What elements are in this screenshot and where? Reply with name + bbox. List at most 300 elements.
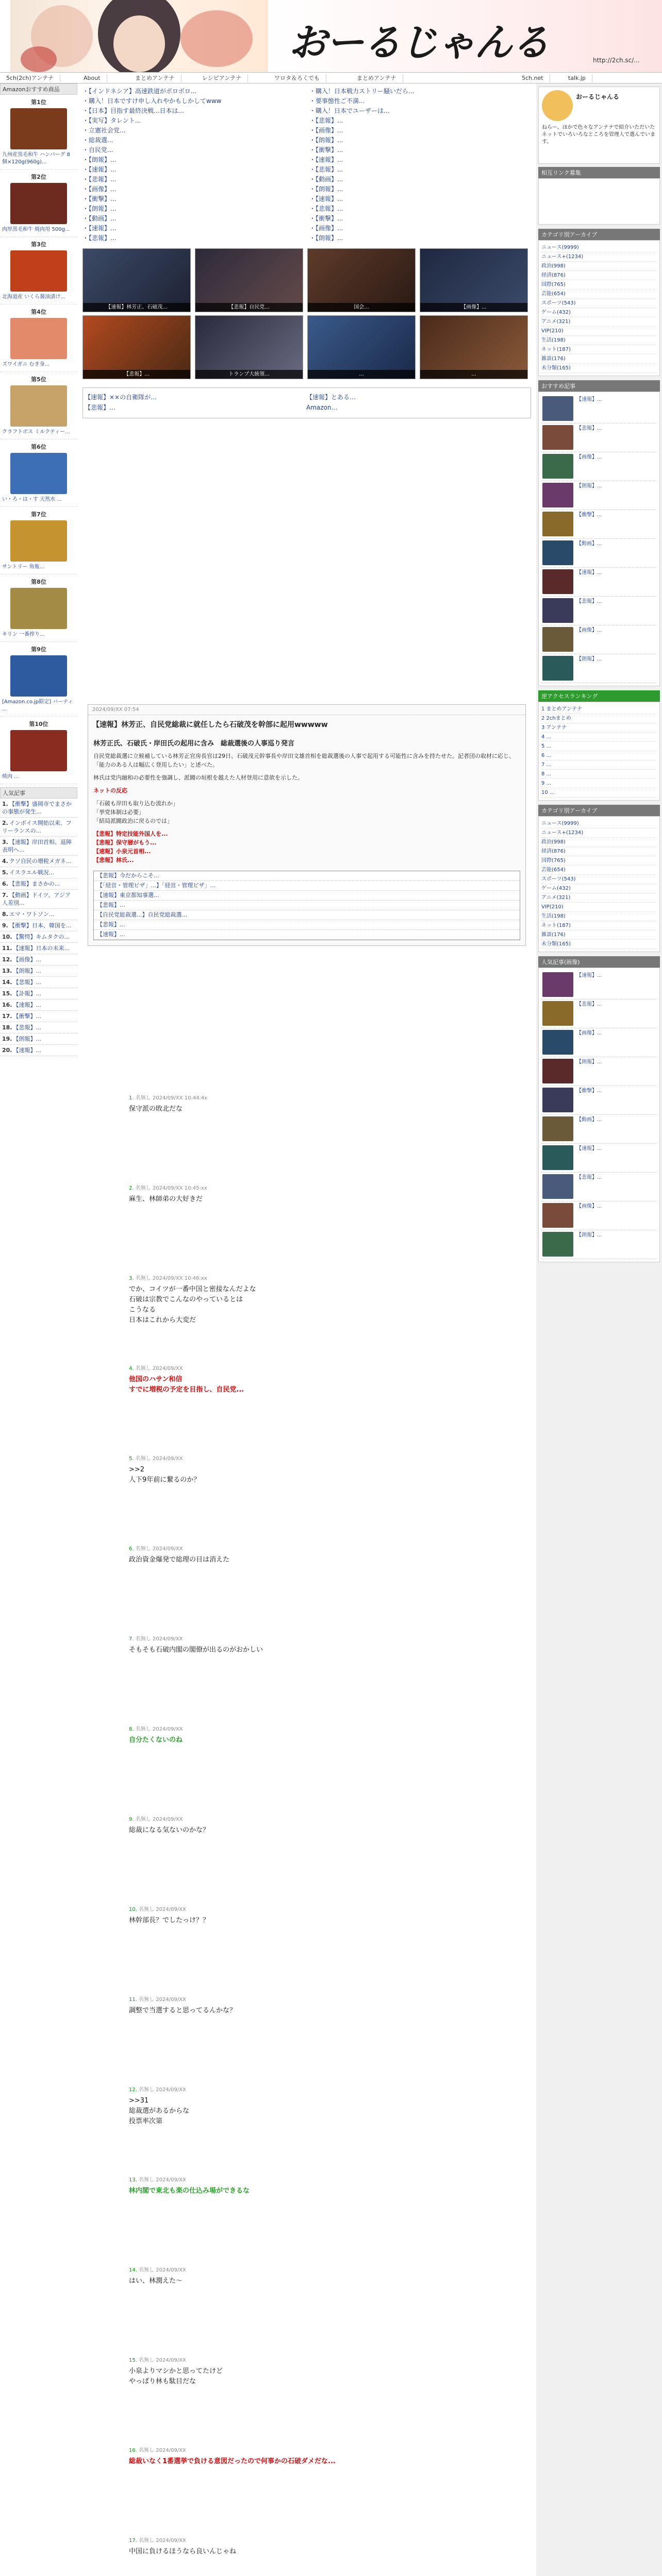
rank-item[interactable] <box>0 372 77 439</box>
headline-link[interactable]: ・【動画】... <box>82 215 117 222</box>
popular-item[interactable] <box>0 1045 77 1056</box>
comment-number[interactable]: 4. <box>129 1366 136 1371</box>
tile-caption: 【画像】... <box>420 303 527 312</box>
popular-image-item[interactable] <box>541 971 657 999</box>
popular-item[interactable] <box>0 954 77 965</box>
popular-title[interactable]: 【悲報】... <box>13 979 41 986</box>
product-image[interactable] <box>10 453 67 494</box>
popular-image-item[interactable] <box>541 1201 657 1230</box>
popular-thumbnail[interactable] <box>542 1145 573 1170</box>
comment-name: 名無し <box>139 2358 156 2363</box>
ranking-item[interactable]: 2 2chまとめ <box>541 714 657 723</box>
tile-caption: 【悲報】自民党... <box>195 303 303 312</box>
popular-thumbnail[interactable] <box>542 1001 573 1026</box>
pick-thumbnail[interactable] <box>542 540 573 565</box>
article <box>88 704 526 946</box>
category-item[interactable]: アニメ(321) <box>541 893 657 903</box>
ranking-title: 逆アクセスランキング <box>538 690 660 702</box>
category-item[interactable]: 生活(198) <box>541 912 657 921</box>
category-item[interactable]: 未分類(165) <box>541 364 657 373</box>
popular-thumbnail[interactable] <box>542 1088 573 1112</box>
nav-item[interactable]: 5ch(2ch)アンテナ <box>0 74 60 82</box>
headline-link[interactable]: ・自民党... <box>82 146 113 154</box>
product-title[interactable]: ズワイガニ むき身... <box>2 362 50 367</box>
pick-item[interactable] <box>541 597 657 625</box>
ranking-item[interactable]: 5 ... <box>541 742 657 751</box>
featured-tile[interactable] <box>195 315 303 379</box>
tile-caption: 国会... <box>308 303 415 312</box>
popular-title[interactable]: 【悲報】まさかの... <box>9 880 60 887</box>
product-image[interactable] <box>10 520 67 562</box>
product-image[interactable] <box>10 730 67 771</box>
popular-title[interactable]: 【動画】ドイツ、アジア人差別... <box>2 892 71 906</box>
pick-item[interactable] <box>541 423 657 452</box>
category-item[interactable]: 経済(876) <box>541 847 657 856</box>
ranking-item[interactable]: 10 ... <box>541 788 657 798</box>
rank-item[interactable] <box>0 95 77 170</box>
rank-item[interactable] <box>0 170 77 237</box>
popular-item[interactable] <box>0 909 77 920</box>
popular-image-item[interactable] <box>541 1057 657 1086</box>
comment <box>129 2355 526 2387</box>
popular-title[interactable]: 【衝撃】... <box>13 1013 41 1020</box>
popular-rank: 16. <box>2 1002 12 1008</box>
comment-number[interactable]: 5. <box>129 1456 136 1462</box>
comment-body: >>31 総裁選があるからな 投票率次第 <box>129 2097 190 2125</box>
headline-link[interactable]: ・【朗報】... <box>82 205 117 212</box>
popular-item[interactable] <box>0 1033 77 1045</box>
comment <box>129 1364 526 1395</box>
popular-image-title[interactable]: 【速報】... <box>576 1146 602 1151</box>
rank-item[interactable] <box>0 507 77 574</box>
popular-rank: 15. <box>2 990 12 997</box>
popular-image-title[interactable]: 【悲報】... <box>576 1002 602 1007</box>
popular-title[interactable]: 【速報】... <box>13 1047 41 1054</box>
headline-link[interactable]: ・【朗報】... <box>309 137 343 144</box>
pick-thumbnail[interactable] <box>542 483 573 507</box>
featured-tile[interactable] <box>307 315 416 379</box>
category-item[interactable]: ゲーム(432) <box>541 308 657 317</box>
popular-image-title[interactable]: 【朗報】... <box>576 1059 602 1065</box>
category-item[interactable]: スポーツ(543) <box>541 299 657 308</box>
popular-item[interactable] <box>0 920 77 931</box>
headline-link[interactable]: ・【悲報】... <box>82 176 117 183</box>
pick-thumbnail[interactable] <box>542 569 573 594</box>
comment-meta <box>129 2175 526 2183</box>
pick-thumbnail[interactable] <box>542 627 573 652</box>
popular-image-title[interactable]: 【衝撃】... <box>576 1088 602 1094</box>
popular-title[interactable]: インボイス開始以来、フリーランスの... <box>2 820 72 834</box>
pick-title[interactable]: 【画像】... <box>576 454 602 460</box>
product-title[interactable]: 焼肉 ... <box>2 774 19 779</box>
headline-link[interactable]: ・【日本】目指す最終決戦...日本は... <box>82 107 184 114</box>
comment-number[interactable]: 6. <box>129 1546 136 1552</box>
pick-title[interactable]: 【速報】... <box>576 397 602 402</box>
rank-label: 第10位 <box>29 721 48 727</box>
headline-link[interactable]: ・【朗報】... <box>82 156 117 163</box>
popular-thumbnail[interactable] <box>542 1030 573 1055</box>
comment-number[interactable]: 12. <box>129 2087 139 2093</box>
category-item[interactable]: 国際(765) <box>541 280 657 290</box>
promo-link[interactable]: 【速報】とある… <box>306 394 356 401</box>
headline-link[interactable]: ・【朗報】... <box>309 234 343 242</box>
popular-item[interactable] <box>0 818 77 837</box>
popular-title[interactable]: 【朗報】... <box>13 1036 41 1042</box>
popular-title[interactable]: 【悲報】... <box>13 1024 41 1031</box>
comment-body: 調整で当選すると思ってるんかな？ <box>129 2007 237 2014</box>
pick-title[interactable]: 【朗報】... <box>576 483 602 489</box>
nav-item[interactable]: About <box>77 74 107 82</box>
pick-item[interactable] <box>541 510 657 539</box>
pick-item[interactable] <box>541 452 657 481</box>
comment-number[interactable]: 11. <box>129 1997 139 2003</box>
popular-thumbnail[interactable] <box>542 972 573 997</box>
tile-caption: ... <box>308 370 415 379</box>
headline-link[interactable]: ・【悲報】... <box>309 117 343 124</box>
featured-tile[interactable] <box>82 248 191 312</box>
picks-title: おすすめ記事 <box>538 380 660 392</box>
headline-link[interactable]: ・【悲報】... <box>309 205 343 212</box>
pick-thumbnail[interactable] <box>542 425 573 450</box>
popular-item[interactable] <box>0 878 77 890</box>
pick-title[interactable]: 【悲報】... <box>576 426 602 431</box>
site-title[interactable]: おーるじゃんる <box>289 21 549 65</box>
headline-link[interactable]: ・購入！日本でユーザーは... <box>309 107 390 114</box>
comment <box>129 2265 526 2286</box>
popular-title[interactable]: 【驚愕】キムタクの... <box>13 934 70 940</box>
product-title[interactable]: [Amazon.co.jp限定] バーティ ... <box>2 699 73 712</box>
product-title[interactable]: い・ろ・は・す 天然水 ... <box>2 497 62 502</box>
category-item[interactable]: 生活(198) <box>541 336 657 345</box>
popular-image-title[interactable]: 【速報】... <box>576 973 602 978</box>
comment-body: そもそも石破内閣の閣僚が出るのがおかしい <box>129 1646 263 1654</box>
popular-title[interactable]: クソ自民の増税メガネ... <box>9 858 72 865</box>
category-item[interactable]: ニュース+(1234) <box>541 828 657 838</box>
comment-body: 中国に負けるほうなら良いんじゃね <box>129 2548 237 2555</box>
product-image[interactable] <box>10 655 67 697</box>
rank-item[interactable] <box>0 717 77 784</box>
rank-item[interactable] <box>0 237 77 304</box>
category-item[interactable]: 国際(765) <box>541 856 657 866</box>
product-title[interactable]: 北海道産 いくら醤油漬け... <box>2 294 65 300</box>
popular-title[interactable]: 【速報】... <box>13 1002 41 1008</box>
nav-item[interactable]: talk.jp <box>562 74 592 82</box>
comment-number[interactable]: 3. <box>129 1276 136 1281</box>
pick-item[interactable] <box>541 539 657 568</box>
popular-rank: 20. <box>2 1047 12 1054</box>
product-title[interactable]: 九州産黒毛和牛 ハンバーグ 8個×120g(960g)... <box>2 152 71 165</box>
rank-label: 第2位 <box>31 174 46 180</box>
popular-item[interactable] <box>0 999 77 1011</box>
popular-title[interactable]: 【訃報】... <box>13 990 41 997</box>
headline-link[interactable]: ・立憲社会党... <box>82 127 126 134</box>
related-box-link[interactable]: 【悲報】... <box>94 920 520 930</box>
related-box-link[interactable]: 【悲報】今だからこそ... <box>94 871 520 881</box>
headline-link[interactable]: ・【衝撃】... <box>309 215 343 222</box>
popular-item[interactable] <box>0 799 77 818</box>
pick-thumbnail[interactable] <box>542 656 573 681</box>
category-item[interactable]: ゲーム(432) <box>541 884 657 893</box>
product-title[interactable]: 肉厚黒毛和牛 焼肉用 500g... <box>2 227 70 232</box>
headline-link[interactable]: ・【画像】... <box>309 127 343 134</box>
comment <box>129 2536 526 2557</box>
headline-link[interactable]: ・【速報】... <box>82 225 117 232</box>
product-title[interactable]: クラフトボス ミルクティー... <box>2 429 70 435</box>
category-item[interactable]: VIP(210) <box>541 327 657 336</box>
headline-link[interactable]: ・【悲報】... <box>82 234 117 242</box>
ranking-item[interactable]: 3 アンテナ <box>541 723 657 733</box>
headline-link[interactable]: ・総裁選... <box>82 137 113 144</box>
ranking-item[interactable]: 6 ... <box>541 751 657 760</box>
pick-item[interactable] <box>541 481 657 510</box>
comment-name: 名無し <box>139 1907 156 1912</box>
pick-title[interactable]: 【衝撃】... <box>576 512 602 518</box>
product-image[interactable] <box>10 250 67 292</box>
popular-image-item[interactable] <box>541 1144 657 1173</box>
popular-image-item[interactable] <box>541 1173 657 1201</box>
popular-image-item[interactable] <box>541 1086 657 1115</box>
headline-link[interactable]: ・【速報】... <box>309 156 343 163</box>
popular-thumbnail[interactable] <box>542 1203 573 1228</box>
popular-title[interactable]: 【速報】日本の未来... <box>13 945 70 952</box>
blog-description: ねらー、ほかで色々なアンテナで紹介いただいたネットでいろいろなところを管理人で選んでいます。 <box>542 125 655 145</box>
promo-link[interactable]: Amazon… <box>306 404 338 411</box>
nav-item[interactable]: 5ch.net <box>516 74 550 82</box>
category-item[interactable]: ニュース+(1234) <box>541 252 657 262</box>
pick-item[interactable] <box>541 568 657 597</box>
comment <box>129 1454 526 1485</box>
related-box-link[interactable]: 【速報】... <box>94 930 520 940</box>
headline-link[interactable]: ・購入！日本戦力ストリー騒いだら... <box>309 88 415 95</box>
popular-title[interactable]: 【画像】... <box>13 956 41 963</box>
category-item[interactable]: ニュース(9999) <box>541 819 657 828</box>
nav-item[interactable]: まとめアンテナ <box>129 74 181 82</box>
comment-number[interactable]: 8. <box>129 1726 136 1732</box>
popular-image-title[interactable]: 【画像】... <box>576 1030 602 1036</box>
ranking-item[interactable]: 9 ... <box>541 779 657 788</box>
popular-thumbnail[interactable] <box>542 1174 573 1199</box>
nav-item[interactable]: まとめアンテナ <box>351 74 403 82</box>
product-image[interactable] <box>10 183 67 224</box>
category-item[interactable]: 雑談(176) <box>541 930 657 940</box>
comment-body: 保守派の敗北だな <box>129 1105 183 1113</box>
related-box-link[interactable]: 【速報】東京都知事選... <box>94 891 520 901</box>
rank-item[interactable] <box>0 642 77 717</box>
comment-number[interactable]: 1. <box>129 1095 136 1101</box>
popular-item[interactable] <box>0 867 77 878</box>
rank-label: 第1位 <box>31 99 46 106</box>
related-link[interactable]: 【速報】小泉元首相... <box>93 848 151 855</box>
category-item[interactable]: ネット(187) <box>541 345 657 354</box>
popular-item[interactable] <box>0 1022 77 1033</box>
popular-title[interactable]: エマ・ワトソン... <box>9 911 55 918</box>
ranking-item[interactable]: 7 ... <box>541 760 657 770</box>
category-item[interactable]: 未分類(165) <box>541 940 657 949</box>
promo-link[interactable]: 【悲報】… <box>85 404 116 411</box>
popular-item[interactable] <box>0 965 77 977</box>
popular-image-title[interactable]: 【朗報】... <box>576 1232 602 1238</box>
comment-meta <box>129 2265 526 2273</box>
product-image[interactable] <box>10 385 67 427</box>
headline-link[interactable]: ・【実写】タレント... <box>82 117 141 124</box>
featured-tile[interactable] <box>420 248 528 312</box>
pick-title[interactable]: 【動画】... <box>576 541 602 547</box>
category-item[interactable]: 経済(876) <box>541 271 657 280</box>
headline-link[interactable]: ・【画像】... <box>82 185 117 193</box>
pick-item[interactable] <box>541 625 657 654</box>
comment-date: 2024/09/XX 10:44:4x <box>152 1095 208 1101</box>
product-title[interactable]: サントリー 角瓶... <box>2 564 45 570</box>
popular-list <box>0 799 77 1056</box>
headline-link[interactable]: ・【衝撃】... <box>309 146 343 154</box>
pick-thumbnail[interactable] <box>542 454 573 479</box>
featured-tile[interactable] <box>82 315 191 379</box>
site-url[interactable]: http://2ch.sc/... <box>593 57 640 64</box>
category-item[interactable]: VIP(210) <box>541 903 657 912</box>
pick-title[interactable]: 【速報】... <box>576 570 602 575</box>
comment-meta <box>129 1544 526 1552</box>
rank-label: 第8位 <box>31 579 46 585</box>
pick-item[interactable] <box>541 395 657 423</box>
headline-link[interactable]: ・【朗報】... <box>309 185 343 193</box>
nav-item[interactable]: レシピアンテナ <box>196 74 248 82</box>
related-box-link[interactable]: 【「経営・管理ビザ」...】「経営・管理ビザ」... <box>94 881 520 891</box>
comment <box>129 1905 526 1926</box>
article-body-2: 林氏は党内融和の必要性を強調し、派閥の垣根を越えた人材登用に意欲を示した。 <box>93 774 303 781</box>
popular-item[interactable] <box>0 1011 77 1022</box>
headline-link[interactable]: ・要事態性ご不満... <box>309 97 365 105</box>
pick-title[interactable]: 【悲報】... <box>576 599 602 604</box>
related-box-link[interactable]: 【自民党総裁選...】自民党総裁選... <box>94 910 520 920</box>
article-date: 2024/09/XX 07:54 <box>88 705 525 715</box>
rank-item[interactable] <box>0 439 77 507</box>
comment-number[interactable]: 10. <box>129 1907 139 1912</box>
category-item[interactable]: 雑談(176) <box>541 354 657 364</box>
comment-number[interactable]: 13. <box>129 2177 139 2183</box>
featured-tile[interactable] <box>195 248 303 312</box>
pick-title[interactable]: 【画像】... <box>576 628 602 633</box>
ranking-item[interactable]: 4 ... <box>541 733 657 742</box>
article-title[interactable]: 【速報】林芳正、自民党総裁に就任したら石破茂を幹部に起用wwwww <box>92 721 328 729</box>
popular-image-item[interactable] <box>541 1230 657 1259</box>
popular-item[interactable] <box>0 943 77 954</box>
popular-item[interactable] <box>0 977 77 988</box>
headline-link[interactable]: ・購入！日本ですけ申し入れやかもしかしてwww <box>82 97 222 105</box>
popular-thumbnail[interactable] <box>542 1232 573 1257</box>
comment-number[interactable]: 17. <box>129 2538 139 2544</box>
headline-link[interactable]: ・【画像】... <box>309 225 343 232</box>
right-sidebar <box>536 83 662 2576</box>
left-sidebar <box>0 83 77 2576</box>
headline-link[interactable]: ・【速報】... <box>82 166 117 173</box>
category-item[interactable]: 芸能(654) <box>541 290 657 299</box>
product-image[interactable] <box>10 318 67 359</box>
product-title[interactable]: キリン 一番搾り... <box>2 632 45 637</box>
comment-date: 2024/09/XX 10:46:xx <box>152 1276 207 1281</box>
promo-link[interactable]: 【速報】××の自衛隊が… <box>85 394 157 401</box>
popular-image-title[interactable]: 【悲報】... <box>576 1175 602 1180</box>
popular-image-item[interactable] <box>541 1115 657 1144</box>
headline-link[interactable]: ・【動画】... <box>309 176 343 183</box>
featured-tile[interactable] <box>420 315 528 379</box>
pick-thumbnail[interactable] <box>542 396 573 421</box>
popular-title[interactable]: 【速報】岸田首相、退陣表明へ... <box>2 839 72 853</box>
comment <box>129 1995 526 2016</box>
blog-name: おーるじゃんる <box>576 93 620 100</box>
popular-item[interactable] <box>0 856 77 867</box>
popular-image-title[interactable]: 【画像】... <box>576 1204 602 1209</box>
comment-number[interactable]: 16. <box>129 2448 139 2453</box>
category-item[interactable]: スポーツ(543) <box>541 875 657 884</box>
comment-name: 名無し <box>139 2177 156 2183</box>
comment-body: 総裁いなく1番選挙で負ける意図だったので何事かの石破ダメだな... <box>129 2458 336 2465</box>
popular-image-item[interactable] <box>541 999 657 1028</box>
popular-rank: 13. <box>2 968 12 974</box>
rank-item[interactable] <box>0 574 77 642</box>
comment-number[interactable]: 14. <box>129 2267 139 2273</box>
category-item[interactable]: アニメ(321) <box>541 317 657 327</box>
comment-number[interactable]: 2. <box>129 1185 136 1191</box>
category-item[interactable]: 芸能(654) <box>541 866 657 875</box>
pick-thumbnail[interactable] <box>542 512 573 536</box>
popular-title[interactable]: 【朗報】... <box>13 968 41 974</box>
comment-date: 2024/09/XX <box>156 2448 186 2453</box>
related-link[interactable]: 【悲報】特定技能外国人を... <box>93 831 168 837</box>
pick-thumbnail[interactable] <box>542 598 573 623</box>
category-item[interactable]: 政治(998) <box>541 838 657 847</box>
headline-link[interactable]: ・【衝撃】... <box>82 195 117 202</box>
popular-item[interactable] <box>0 931 77 943</box>
rank-item[interactable] <box>0 304 77 372</box>
headline-link[interactable]: ・【インドネシア】高速鉄道がボロボロ... <box>82 88 197 95</box>
pick-item[interactable] <box>541 654 657 683</box>
popular-item[interactable] <box>0 988 77 999</box>
comment-meta <box>129 1724 526 1732</box>
popular-item[interactable] <box>0 890 77 909</box>
related-link[interactable]: 【悲報】林氏... <box>93 857 134 863</box>
featured-tile[interactable] <box>307 248 416 312</box>
comment-number[interactable]: 7. <box>129 1636 136 1642</box>
category-item[interactable]: 政治(998) <box>541 262 657 271</box>
popular-title[interactable]: 【衝撃】盛岡市でまさかの事態が発生… <box>2 801 72 815</box>
ranking-item[interactable]: 8 ... <box>541 770 657 779</box>
popular-item[interactable] <box>0 837 77 856</box>
popular-title[interactable]: イスラエル戦況... <box>9 869 55 876</box>
popular-thumbnail[interactable] <box>542 1116 573 1141</box>
popular-image-item[interactable] <box>541 1028 657 1057</box>
popular-image-title[interactable]: 【動画】... <box>576 1117 602 1123</box>
headline-link[interactable]: ・【悲報】... <box>309 166 343 173</box>
popular-title[interactable]: 【衝撃】日本、韓国を... <box>9 922 72 929</box>
popular-rank: 8. <box>2 911 8 918</box>
category-item[interactable]: ニュース(9999) <box>541 243 657 252</box>
comment-number[interactable]: 15. <box>129 2358 139 2363</box>
comment-date: 2024/09/XX <box>156 1907 186 1912</box>
pick-title[interactable]: 【朗報】... <box>576 656 602 662</box>
comment <box>129 1274 526 1326</box>
popular-thumbnail[interactable] <box>542 1059 573 1083</box>
category-item[interactable]: ネット(187) <box>541 921 657 930</box>
headline-link[interactable]: ・【速報】... <box>309 195 343 202</box>
related-link[interactable]: 【悲報】保守層がもう... <box>93 839 157 846</box>
comment-number[interactable]: 9. <box>129 1817 136 1822</box>
related-links-red <box>88 829 525 869</box>
product-image[interactable] <box>10 588 67 629</box>
nav-item[interactable]: ワロタ＆ろくでも <box>268 74 326 82</box>
product-image[interactable] <box>10 108 67 149</box>
related-box-link[interactable]: 【悲報】... <box>94 901 520 910</box>
ranking-item[interactable]: 1 まとめアンテナ <box>541 705 657 714</box>
